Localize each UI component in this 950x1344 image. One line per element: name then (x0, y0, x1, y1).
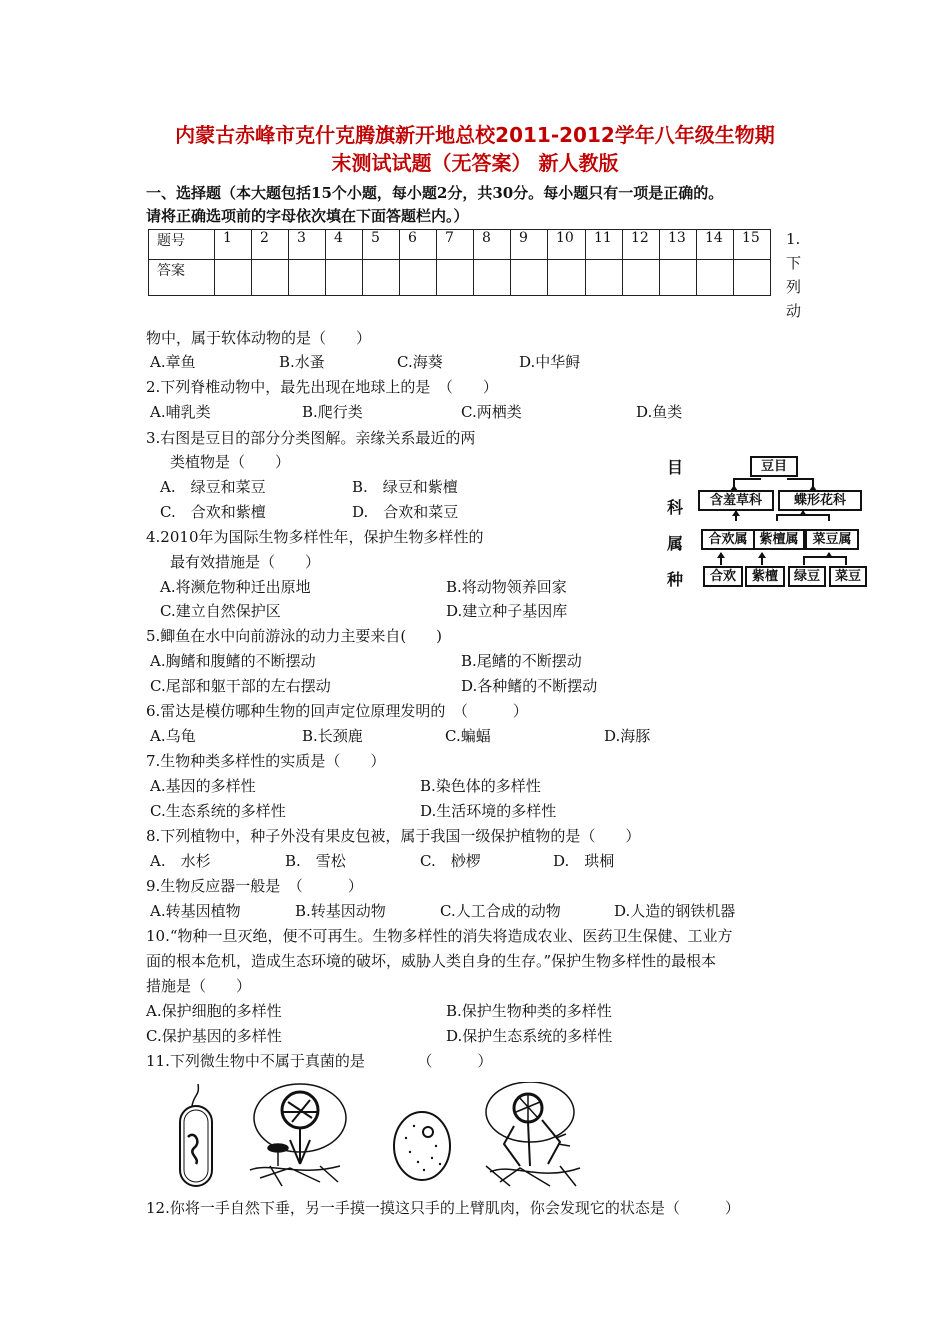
table-number-cell: 4 (326, 230, 363, 260)
table-number-cell: 2 (252, 230, 289, 260)
q2-option-b: B.爬行类 (302, 403, 363, 421)
genus-box-2: 紫檀属 (753, 529, 805, 550)
table-answer-cell[interactable] (623, 260, 660, 296)
table-number-cell: 7 (437, 230, 474, 260)
q3-option-c: C. 合欢和紫檀 (160, 503, 266, 521)
q10-option-b: B.保护生物种类的多样性 (446, 1002, 612, 1020)
q4-option-c: C.建立自然保护区 (160, 602, 281, 620)
q12-stem: 12.你将一手自然下垂，另一手摸一摸这只手的上臂肌肉，你会发现它的状态是（ ） (146, 1199, 740, 1217)
q6-stem: 6.雷达是模仿哪种生物的回声定位原理发明的 （ ） (146, 702, 528, 720)
taxonomy-diagram (663, 453, 873, 593)
q11-microbe-illustrations (170, 1082, 590, 1192)
q10-option-a: A.保护细胞的多样性 (146, 1002, 282, 1020)
table-number-cell: 5 (363, 230, 400, 260)
table-answer-cell[interactable] (363, 260, 400, 296)
table-answer-cell[interactable] (215, 260, 252, 296)
q9-option-c: C.人工合成的动物 (440, 902, 561, 920)
q1-option-a: A.章鱼 (150, 353, 196, 371)
table-number-cell: 14 (697, 230, 734, 260)
q3-option-b: B. 绿豆和紫檀 (352, 478, 458, 496)
q5-option-d: D.各种鳍的不断摆动 (461, 677, 598, 695)
table-answer-cell[interactable] (437, 260, 474, 296)
q2-option-c: C.两栖类 (461, 403, 522, 421)
q7-option-a: A.基因的多样性 (150, 777, 256, 795)
table-answer-cell[interactable] (511, 260, 548, 296)
q7-stem: 7.生物种类多样性的实质是（ ） (146, 752, 386, 770)
table-answer-cell[interactable] (697, 260, 734, 296)
species-box-4: 菜豆 (829, 566, 867, 587)
q10-stem-line1: 10.“物种一旦灭绝，便不可再生。生物多样性的消失将造成农业、医药卫生保健、工业方 (146, 927, 733, 945)
genus-box-1: 合欢属 (701, 529, 755, 550)
table-number-cell: 8 (474, 230, 511, 260)
q8-option-c: C. 桫椤 (420, 852, 481, 870)
table-number-cell: 11 (586, 230, 623, 260)
q9-option-d: D.人造的钢铁机器 (614, 902, 736, 920)
order-box: 豆目 (750, 456, 798, 477)
table-answer-label: 答案 (149, 260, 215, 296)
table-number-cell: 12 (623, 230, 660, 260)
table-answer-cell[interactable] (326, 260, 363, 296)
genus-box-3: 菜豆属 (805, 529, 859, 550)
q11-stem: 11.下列微生物中不属于真菌的是 （ ） (146, 1052, 493, 1070)
q1-stem: 物中，属于软体动物的是（ ） (146, 329, 372, 347)
section-heading-line1: 一、选择题（本大题包括15个小题，每小题2分，共30分。每小题只有一项是正确的。 (146, 184, 724, 202)
table-answer-cell[interactable] (474, 260, 511, 296)
q8-stem: 8.下列植物中，种子外没有果皮包被，属于我国一级保护植物的是（ ） (146, 827, 641, 845)
table-answer-cell[interactable] (252, 260, 289, 296)
q10-option-c: C.保护基因的多样性 (146, 1027, 282, 1045)
q4-stem-line2: 最有效措施是（ ） (170, 553, 321, 571)
q1-side-text-4: 动 (786, 302, 802, 320)
q3-stem-line2: 类植物是（ ） (170, 453, 291, 471)
table-answer-cell[interactable] (586, 260, 623, 296)
table-header-label: 题号 (149, 230, 215, 260)
bacterium-figure (180, 1084, 212, 1186)
table-answer-cell[interactable] (400, 260, 437, 296)
document-title-line1: 内蒙古赤峰市克什克腾旗新开地总校2011-2012学年八年级生物期 (175, 123, 775, 147)
rank-order-label: 目 (667, 458, 684, 477)
table-number-cell: 6 (400, 230, 437, 260)
q9-stem: 9.生物反应器一般是 （ ） (146, 877, 363, 895)
yeast-figure (394, 1112, 450, 1180)
table-answer-cell[interactable] (548, 260, 586, 296)
q6-option-b: B.长颈鹿 (302, 727, 363, 745)
section-heading-line2: 请将正确选项前的字母依次填在下面答题栏内。） (146, 207, 469, 225)
q3-stem-line1: 3.右图是豆目的部分分类图解。亲缘关系最近的两 (146, 429, 476, 447)
q7-option-d: D.生活环境的多样性 (420, 802, 557, 820)
species-box-3: 绿豆 (788, 566, 826, 587)
table-number-cell: 10 (548, 230, 586, 260)
table-number-cell: 1 (215, 230, 252, 260)
table-number-cell: 9 (511, 230, 548, 260)
table-answer-cell[interactable] (734, 260, 771, 296)
q1-side-text-1: 1. (786, 230, 801, 248)
mold-figure-1 (250, 1084, 346, 1186)
family-box-2: 蝶形花科 (778, 490, 862, 511)
rank-species-label: 种 (667, 570, 684, 589)
table-number-cell: 3 (289, 230, 326, 260)
q2-option-a: A.哺乳类 (150, 403, 211, 421)
rank-family-label: 科 (667, 498, 684, 517)
q10-stem-line3: 措施是（ ） (146, 977, 252, 995)
answer-table (148, 229, 771, 296)
species-box-2: 紫檀 (745, 566, 785, 587)
q8-option-a: A. 水杉 (150, 852, 211, 870)
q6-option-a: A.乌龟 (150, 727, 196, 745)
document-title-line2: 末测试试题（无答案） 新人教版 (331, 151, 619, 175)
q5-stem: 5.鲫鱼在水中向前游泳的动力主要来自( ) (146, 627, 443, 645)
q2-stem: 2.下列脊椎动物中，最先出现在地球上的是 （ ） (146, 378, 498, 396)
mold-figure-2 (486, 1082, 580, 1186)
q3-option-d: D. 合欢和菜豆 (352, 503, 459, 521)
q10-option-d: D.保护生态系统的多样性 (446, 1027, 613, 1045)
q4-option-d: D.建立种子基因库 (446, 602, 568, 620)
q4-option-a: A.将濒危物种迁出原地 (160, 578, 311, 596)
table-number-cell: 15 (734, 230, 771, 260)
q6-option-c: C.蝙蝠 (445, 727, 491, 745)
q10-stem-line2: 面的根本危机，造成生态环境的破坏，威胁人类自身的生存。”保护生物多样性的最根本 (146, 952, 717, 970)
q1-option-d: D.中华鲟 (519, 353, 581, 371)
q7-option-b: B.染色体的多样性 (420, 777, 541, 795)
family-box-1: 含羞草科 (698, 490, 774, 511)
q1-option-b: B.水蚤 (279, 353, 325, 371)
q6-option-d: D.海豚 (604, 727, 651, 745)
q8-option-d: D. 珙桐 (553, 852, 615, 870)
q2-option-d: D.鱼类 (636, 403, 683, 421)
q8-option-b: B. 雪松 (285, 852, 346, 870)
q3-option-a: A. 绿豆和菜豆 (160, 478, 266, 496)
q1-side-text-2: 下 (786, 254, 802, 272)
table-number-cell: 13 (660, 230, 697, 260)
rank-genus-label: 属 (667, 534, 684, 553)
q4-option-b: B.将动物领养回家 (446, 578, 567, 596)
q4-stem-line1: 4.2010年为国际生物多样性年，保护生物多样性的 (146, 528, 484, 546)
q1-side-text-3: 列 (786, 278, 802, 296)
q7-option-c: C.生态系统的多样性 (150, 802, 286, 820)
table-answer-cell[interactable] (289, 260, 326, 296)
q5-option-b: B.尾鳍的不断摆动 (461, 652, 582, 670)
q5-option-c: C.尾部和躯干部的左右摆动 (150, 677, 331, 695)
species-box-1: 合欢 (703, 566, 743, 587)
q5-option-a: A.胸鳍和腹鳍的不断摆动 (150, 652, 316, 670)
q1-option-c: C.海葵 (397, 353, 443, 371)
q9-option-b: B.转基因动物 (295, 902, 386, 920)
q9-option-a: A.转基因植物 (150, 902, 241, 920)
table-answer-cell[interactable] (660, 260, 697, 296)
